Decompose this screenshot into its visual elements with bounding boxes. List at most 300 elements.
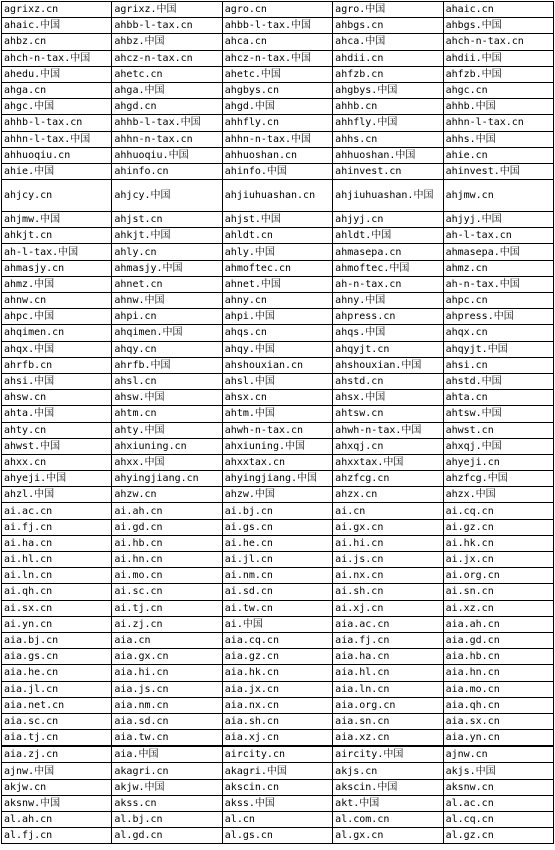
domain-cell: aia.xz.cn bbox=[333, 730, 443, 747]
domain-cell: ahshouxian.中国 bbox=[333, 357, 443, 373]
domain-cell: ahyeji.cn bbox=[443, 454, 553, 470]
table-row bbox=[2, 147, 554, 163]
domain-cell: aia.sh.cn bbox=[222, 713, 332, 729]
domain-cell: ahqx.中国 bbox=[2, 341, 112, 357]
domain-cell: ahbb-l-tax.中国 bbox=[222, 18, 332, 34]
domain-cell: ahxxtax.cn bbox=[222, 454, 332, 470]
domain-cell: ai.gd.cn bbox=[112, 519, 222, 535]
domain-cell: ahpi.cn bbox=[112, 309, 222, 325]
domain-cell: ahtm.中国 bbox=[222, 406, 332, 422]
domain-table-body bbox=[2, 2, 554, 844]
domain-cell: al.gs.cn bbox=[222, 828, 332, 844]
domain-cell: agro.cn bbox=[222, 2, 332, 18]
domain-cell: aircity.中国 bbox=[333, 746, 443, 763]
table-row bbox=[2, 487, 554, 503]
table-row bbox=[2, 552, 554, 568]
domain-cell: ahstd.cn bbox=[333, 373, 443, 389]
table-row bbox=[2, 50, 554, 66]
domain-cell: ajnw.cn bbox=[443, 746, 553, 763]
domain-cell: ahjiuhuashan.cn bbox=[222, 180, 332, 212]
domain-cell: aia.net.cn bbox=[2, 697, 112, 713]
domain-cell: akt.中国 bbox=[333, 795, 443, 811]
domain-cell: akscin.中国 bbox=[333, 779, 443, 795]
table-row bbox=[2, 406, 554, 422]
table-row bbox=[2, 616, 554, 632]
domain-cell: ahty.cn bbox=[2, 422, 112, 438]
domain-cell: ahqy.中国 bbox=[222, 341, 332, 357]
table-row bbox=[2, 730, 554, 747]
domain-cell: ahmoftec.中国 bbox=[333, 260, 443, 276]
domain-cell: ahhuoqiu.cn bbox=[2, 147, 112, 163]
table-row bbox=[2, 471, 554, 487]
table-row bbox=[2, 373, 554, 389]
domain-cell: ahetc.cn bbox=[112, 66, 222, 82]
domain-cell: ahjst.cn bbox=[112, 212, 222, 228]
domain-cell: ahhn-n-tax.中国 bbox=[222, 131, 332, 147]
domain-cell: aia.xj.cn bbox=[222, 730, 332, 747]
domain-cell: ahqy.cn bbox=[112, 341, 222, 357]
domain-cell: ahzl.中国 bbox=[2, 487, 112, 503]
domain-cell: ahnet.中国 bbox=[222, 276, 332, 292]
domain-cell: ai.he.cn bbox=[222, 535, 332, 551]
domain-cell: ah-l-tax.cn bbox=[443, 228, 553, 244]
domain-cell: ai.cq.cn bbox=[443, 503, 553, 519]
table-row bbox=[2, 697, 554, 713]
domain-cell: aia.zj.cn bbox=[2, 746, 112, 763]
domain-cell: ahtm.cn bbox=[112, 406, 222, 422]
domain-cell: aia.nx.cn bbox=[222, 697, 332, 713]
domain-cell: ahhn-l-tax.cn bbox=[443, 115, 553, 131]
table-row bbox=[2, 584, 554, 600]
domain-cell: ai.fj.cn bbox=[2, 519, 112, 535]
domain-cell: ahnw.中国 bbox=[112, 293, 222, 309]
domain-cell: ahedu.中国 bbox=[2, 66, 112, 82]
domain-cell: ahgd.cn bbox=[112, 99, 222, 115]
domain-cell: ahmz.cn bbox=[443, 260, 553, 276]
domain-cell: ahzx.中国 bbox=[443, 487, 553, 503]
domain-cell: ahrfb.中国 bbox=[112, 357, 222, 373]
domain-cell: aia.tj.cn bbox=[2, 730, 112, 747]
domain-cell: aia.hl.cn bbox=[333, 665, 443, 681]
domain-cell: ai.gs.cn bbox=[222, 519, 332, 535]
table-row bbox=[2, 713, 554, 729]
domain-cell: ahhuoshan.中国 bbox=[333, 147, 443, 163]
domain-cell: ahbz.cn bbox=[2, 34, 112, 50]
domain-cell: aia.sd.cn bbox=[112, 713, 222, 729]
domain-cell: ahqx.cn bbox=[443, 325, 553, 341]
domain-cell: aircity.cn bbox=[222, 746, 332, 763]
table-row bbox=[2, 779, 554, 795]
domain-cell: ahzw.中国 bbox=[222, 487, 332, 503]
domain-cell: ahnw.cn bbox=[2, 293, 112, 309]
domain-cell: ai.jx.cn bbox=[443, 552, 553, 568]
domain-cell: agrixz.中国 bbox=[112, 2, 222, 18]
table-row bbox=[2, 228, 554, 244]
domain-cell: ahxxtax.中国 bbox=[333, 454, 443, 470]
domain-cell: ahtsw.中国 bbox=[443, 406, 553, 422]
domain-cell: ahty.中国 bbox=[112, 422, 222, 438]
domain-cell: ahgc.cn bbox=[443, 82, 553, 98]
table-row bbox=[2, 325, 554, 341]
domain-cell: ahhfly.cn bbox=[222, 115, 332, 131]
table-row bbox=[2, 180, 554, 212]
domain-cell: ahjyj.中国 bbox=[443, 212, 553, 228]
table-row bbox=[2, 2, 554, 18]
domain-cell: ahta.cn bbox=[443, 390, 553, 406]
domain-cell: ahpress.中国 bbox=[443, 309, 553, 325]
domain-cell: ai.hi.cn bbox=[333, 535, 443, 551]
table-row bbox=[2, 454, 554, 470]
domain-cell: ahhb.cn bbox=[333, 99, 443, 115]
domain-cell: ahgc.中国 bbox=[2, 99, 112, 115]
domain-cell: ahwh-n-tax.cn bbox=[222, 422, 332, 438]
domain-cell: aia.qh.cn bbox=[443, 697, 553, 713]
domain-cell: ahqimen.中国 bbox=[112, 325, 222, 341]
domain-cell: ai.ah.cn bbox=[112, 503, 222, 519]
domain-cell: al.cq.cn bbox=[443, 812, 553, 828]
domain-cell: ahca.cn bbox=[222, 34, 332, 50]
domain-cell: ahhfly.中国 bbox=[333, 115, 443, 131]
domain-cell: aia.mo.cn bbox=[443, 681, 553, 697]
domain-cell: ai.gz.cn bbox=[443, 519, 553, 535]
domain-cell: ahsl.中国 bbox=[222, 373, 332, 389]
domain-cell: ahfzb.cn bbox=[333, 66, 443, 82]
table-row bbox=[2, 276, 554, 292]
domain-cell: ahdii.cn bbox=[333, 50, 443, 66]
domain-cell: akss.中国 bbox=[222, 795, 332, 811]
domain-cell: ahhb-l-tax.cn bbox=[2, 115, 112, 131]
domain-cell: aia.hn.cn bbox=[443, 665, 553, 681]
table-row bbox=[2, 34, 554, 50]
domain-cell: aia.中国 bbox=[112, 746, 222, 763]
domain-cell: al.ah.cn bbox=[2, 812, 112, 828]
domain-cell: ahyingjiang.cn bbox=[112, 471, 222, 487]
table-row bbox=[2, 535, 554, 551]
table-row bbox=[2, 99, 554, 115]
domain-cell: aia.ha.cn bbox=[333, 649, 443, 665]
table-row bbox=[2, 600, 554, 616]
domain-cell: agrixz.cn bbox=[2, 2, 112, 18]
domain-cell: ahmasepa.中国 bbox=[443, 244, 553, 260]
table-row bbox=[2, 115, 554, 131]
domain-cell: aia.jl.cn bbox=[2, 681, 112, 697]
domain-cell: ahxx.中国 bbox=[112, 454, 222, 470]
domain-cell: ai.ac.cn bbox=[2, 503, 112, 519]
domain-cell: ai.gx.cn bbox=[333, 519, 443, 535]
domain-cell: aia.hi.cn bbox=[112, 665, 222, 681]
domain-cell: aia.jx.cn bbox=[222, 681, 332, 697]
domain-cell: ai.org.cn bbox=[443, 568, 553, 584]
domain-cell: aia.nm.cn bbox=[112, 697, 222, 713]
domain-cell: ahxiuning.中国 bbox=[222, 438, 332, 454]
domain-cell: ai.sn.cn bbox=[443, 584, 553, 600]
table-row bbox=[2, 293, 554, 309]
table-row bbox=[2, 82, 554, 98]
domain-cell: ahhs.cn bbox=[333, 131, 443, 147]
domain-cell: ahpi.中国 bbox=[222, 309, 332, 325]
domain-cell: ahwh-n-tax.中国 bbox=[333, 422, 443, 438]
domain-cell: ai.bj.cn bbox=[222, 503, 332, 519]
domain-cell: ahbgs.cn bbox=[333, 18, 443, 34]
domain-cell: ahzx.cn bbox=[333, 487, 443, 503]
domain-cell: aia.bj.cn bbox=[2, 632, 112, 648]
domain-cell: ai.hn.cn bbox=[112, 552, 222, 568]
domain-cell: ahldt.中国 bbox=[333, 228, 443, 244]
domain-cell: ai.xz.cn bbox=[443, 600, 553, 616]
domain-cell: ahgbys.中国 bbox=[333, 82, 443, 98]
domain-cell: ahaic.cn bbox=[443, 2, 553, 18]
domain-cell: ai.tw.cn bbox=[222, 600, 332, 616]
domain-cell: aia.gs.cn bbox=[2, 649, 112, 665]
table-row bbox=[2, 438, 554, 454]
domain-cell: aia.sc.cn bbox=[2, 713, 112, 729]
domain-cell: ai.zj.cn bbox=[112, 616, 222, 632]
domain-cell: ahch-n-tax.中国 bbox=[2, 50, 112, 66]
domain-cell: aia.cq.cn bbox=[222, 632, 332, 648]
domain-cell: al.gx.cn bbox=[333, 828, 443, 844]
domain-cell: akjs.中国 bbox=[443, 763, 553, 779]
domain-cell: ai.tj.cn bbox=[112, 600, 222, 616]
domain-cell: ai.hk.cn bbox=[443, 535, 553, 551]
domain-cell: aia.sx.cn bbox=[443, 713, 553, 729]
domain-cell: ai.nx.cn bbox=[333, 568, 443, 584]
domain-cell: ahnet.cn bbox=[112, 276, 222, 292]
table-row bbox=[2, 66, 554, 82]
domain-cell: ahshouxian.cn bbox=[222, 357, 332, 373]
domain-cell: al.bj.cn bbox=[112, 812, 222, 828]
domain-cell: ahinvest.cn bbox=[333, 163, 443, 179]
domain-cell: ahmasjy.cn bbox=[2, 260, 112, 276]
domain-cell: aia.ah.cn bbox=[443, 616, 553, 632]
domain-cell: ahinfo.中国 bbox=[222, 163, 332, 179]
domain-cell: ai.cn bbox=[333, 503, 443, 519]
domain-cell: ahqimen.cn bbox=[2, 325, 112, 341]
domain-cell: al.com.cn bbox=[333, 812, 443, 828]
domain-cell: ahsx.cn bbox=[222, 390, 332, 406]
domain-cell: akagri.cn bbox=[112, 763, 222, 779]
domain-cell: ahjst.中国 bbox=[222, 212, 332, 228]
domain-cell: ahhs.中国 bbox=[443, 131, 553, 147]
domain-cell: ahzfcg.中国 bbox=[443, 471, 553, 487]
domain-cell: aia.he.cn bbox=[2, 665, 112, 681]
table-row bbox=[2, 763, 554, 779]
table-row bbox=[2, 309, 554, 325]
domain-cell: aia.hb.cn bbox=[443, 649, 553, 665]
domain-cell: ahwst.中国 bbox=[2, 438, 112, 454]
domain-cell: ahhn-l-tax.中国 bbox=[2, 131, 112, 147]
domain-cell: ahqs.中国 bbox=[333, 325, 443, 341]
domain-cell: ahqs.cn bbox=[222, 325, 332, 341]
domain-cell: ahqyjt.中国 bbox=[443, 341, 553, 357]
domain-cell: ahsi.cn bbox=[443, 357, 553, 373]
table-row bbox=[2, 131, 554, 147]
table-row bbox=[2, 390, 554, 406]
domain-cell: ai.ha.cn bbox=[2, 535, 112, 551]
domain-cell: akjs.cn bbox=[333, 763, 443, 779]
domain-cell: ahny.中国 bbox=[333, 293, 443, 309]
domain-cell: ah-n-tax.中国 bbox=[443, 276, 553, 292]
table-row bbox=[2, 812, 554, 828]
domain-table bbox=[1, 1, 554, 844]
domain-cell: ahetc.中国 bbox=[222, 66, 332, 82]
table-row bbox=[2, 665, 554, 681]
domain-cell: ahie.cn bbox=[443, 147, 553, 163]
domain-cell: ahaic.中国 bbox=[2, 18, 112, 34]
domain-cell: ahga.中国 bbox=[112, 82, 222, 98]
domain-cell: ahhn-n-tax.cn bbox=[112, 131, 222, 147]
domain-cell: ahsw.中国 bbox=[112, 390, 222, 406]
domain-cell: ahch-n-tax.cn bbox=[443, 34, 553, 50]
domain-cell: ahcz-n-tax.中国 bbox=[222, 50, 332, 66]
domain-cell: ahta.中国 bbox=[2, 406, 112, 422]
domain-cell: ahly.中国 bbox=[222, 244, 332, 260]
domain-cell: al.gd.cn bbox=[112, 828, 222, 844]
table-row bbox=[2, 357, 554, 373]
domain-cell: ahpc.cn bbox=[443, 293, 553, 309]
domain-cell: ai.nm.cn bbox=[222, 568, 332, 584]
domain-cell: ahxiuning.cn bbox=[112, 438, 222, 454]
table-row bbox=[2, 260, 554, 276]
domain-cell: ahsx.中国 bbox=[333, 390, 443, 406]
domain-cell: ahsw.cn bbox=[2, 390, 112, 406]
domain-cell: ai.sd.cn bbox=[222, 584, 332, 600]
table-row bbox=[2, 649, 554, 665]
domain-cell: ahsi.中国 bbox=[2, 373, 112, 389]
domain-cell: aia.gx.cn bbox=[112, 649, 222, 665]
domain-cell: ahdii.中国 bbox=[443, 50, 553, 66]
table-row bbox=[2, 746, 554, 763]
domain-cell: ahmasjy.中国 bbox=[112, 260, 222, 276]
domain-cell: aksnw.cn bbox=[443, 779, 553, 795]
domain-cell: ahca.中国 bbox=[333, 34, 443, 50]
domain-cell: ahjcy.cn bbox=[2, 180, 112, 212]
domain-cell: ahmoftec.cn bbox=[222, 260, 332, 276]
domain-cell: aksnw.中国 bbox=[2, 795, 112, 811]
domain-cell: ahgbys.cn bbox=[222, 82, 332, 98]
domain-cell: aia.cn bbox=[112, 632, 222, 648]
domain-cell: ahhuoqiu.中国 bbox=[112, 147, 222, 163]
domain-cell: ahjyj.cn bbox=[333, 212, 443, 228]
domain-cell: aia.hk.cn bbox=[222, 665, 332, 681]
domain-cell: aia.fj.cn bbox=[333, 632, 443, 648]
domain-cell: aia.gd.cn bbox=[443, 632, 553, 648]
domain-cell: ahjiuhuashan.中国 bbox=[333, 180, 443, 212]
domain-cell: ahgd.中国 bbox=[222, 99, 332, 115]
domain-cell: ai.hb.cn bbox=[112, 535, 222, 551]
domain-cell: ahstd.中国 bbox=[443, 373, 553, 389]
domain-cell: ahly.cn bbox=[112, 244, 222, 260]
table-row bbox=[2, 795, 554, 811]
domain-cell: ai.sh.cn bbox=[333, 584, 443, 600]
table-row bbox=[2, 212, 554, 228]
domain-cell: ahfzb.中国 bbox=[443, 66, 553, 82]
domain-cell: ai.mo.cn bbox=[112, 568, 222, 584]
table-row bbox=[2, 828, 554, 844]
table-row bbox=[2, 568, 554, 584]
domain-cell: ai.js.cn bbox=[333, 552, 443, 568]
domain-cell: ahxx.cn bbox=[2, 454, 112, 470]
domain-cell: ahpc.中国 bbox=[2, 309, 112, 325]
domain-cell: ahkjt.中国 bbox=[112, 228, 222, 244]
domain-cell: aia.sn.cn bbox=[333, 713, 443, 729]
domain-cell: ai.jl.cn bbox=[222, 552, 332, 568]
domain-cell: akjw.cn bbox=[2, 779, 112, 795]
domain-cell: al.cn bbox=[222, 812, 332, 828]
domain-cell: ahinvest.中国 bbox=[443, 163, 553, 179]
domain-cell: ahmz.中国 bbox=[2, 276, 112, 292]
domain-cell: akscin.cn bbox=[222, 779, 332, 795]
table-row bbox=[2, 163, 554, 179]
domain-cell: ai.hl.cn bbox=[2, 552, 112, 568]
domain-cell: aia.org.cn bbox=[333, 697, 443, 713]
domain-cell: ahldt.cn bbox=[222, 228, 332, 244]
domain-cell: aia.yn.cn bbox=[443, 730, 553, 747]
domain-cell: ai.yn.cn bbox=[2, 616, 112, 632]
domain-cell: ai.qh.cn bbox=[2, 584, 112, 600]
domain-cell: aia.gz.cn bbox=[222, 649, 332, 665]
domain-cell: ahzw.cn bbox=[112, 487, 222, 503]
domain-cell: ahsl.cn bbox=[112, 373, 222, 389]
domain-cell: ai.sx.cn bbox=[2, 600, 112, 616]
domain-cell: ahyeji.中国 bbox=[2, 471, 112, 487]
domain-cell: ahbb-l-tax.cn bbox=[112, 18, 222, 34]
domain-cell: ahxqj.cn bbox=[333, 438, 443, 454]
domain-cell: ahbz.中国 bbox=[112, 34, 222, 50]
table-row bbox=[2, 681, 554, 697]
domain-cell: ahjmw.中国 bbox=[2, 212, 112, 228]
domain-cell: ahpress.cn bbox=[333, 309, 443, 325]
domain-cell: ah-n-tax.cn bbox=[333, 276, 443, 292]
domain-cell: ai.中国 bbox=[222, 616, 332, 632]
domain-cell: ahjmw.cn bbox=[443, 180, 553, 212]
domain-cell: akagri.中国 bbox=[222, 763, 332, 779]
domain-cell: ahbgs.中国 bbox=[443, 18, 553, 34]
domain-cell: al.fj.cn bbox=[2, 828, 112, 844]
domain-cell: ai.xj.cn bbox=[333, 600, 443, 616]
table-row bbox=[2, 519, 554, 535]
domain-cell: ahny.cn bbox=[222, 293, 332, 309]
domain-cell: ahhb-l-tax.中国 bbox=[112, 115, 222, 131]
domain-cell: ahhuoshan.cn bbox=[222, 147, 332, 163]
domain-cell: ahga.cn bbox=[2, 82, 112, 98]
domain-cell: ahkjt.cn bbox=[2, 228, 112, 244]
domain-cell: al.ac.cn bbox=[443, 795, 553, 811]
domain-cell: ajnw.中国 bbox=[2, 763, 112, 779]
domain-cell: ai.sc.cn bbox=[112, 584, 222, 600]
domain-cell: ahrfb.cn bbox=[2, 357, 112, 373]
domain-cell: ahie.中国 bbox=[2, 163, 112, 179]
domain-cell: aia.js.cn bbox=[112, 681, 222, 697]
domain-cell: ahqyjt.cn bbox=[333, 341, 443, 357]
domain-cell: aia.tw.cn bbox=[112, 730, 222, 747]
domain-cell: aia.ln.cn bbox=[333, 681, 443, 697]
domain-cell: ai.ln.cn bbox=[2, 568, 112, 584]
domain-cell: ahcz-n-tax.cn bbox=[112, 50, 222, 66]
domain-cell: ahjcy.中国 bbox=[112, 180, 222, 212]
table-row bbox=[2, 632, 554, 648]
domain-cell: ahzfcg.cn bbox=[333, 471, 443, 487]
domain-cell: ah-l-tax.中国 bbox=[2, 244, 112, 260]
domain-cell: ahinfo.cn bbox=[112, 163, 222, 179]
table-row bbox=[2, 18, 554, 34]
domain-cell: al.gz.cn bbox=[443, 828, 553, 844]
domain-cell: ahyingjiang.中国 bbox=[222, 471, 332, 487]
domain-cell: ahtsw.cn bbox=[333, 406, 443, 422]
table-row bbox=[2, 341, 554, 357]
domain-cell: aia.ac.cn bbox=[333, 616, 443, 632]
table-row bbox=[2, 244, 554, 260]
domain-cell: ahmasepa.cn bbox=[333, 244, 443, 260]
